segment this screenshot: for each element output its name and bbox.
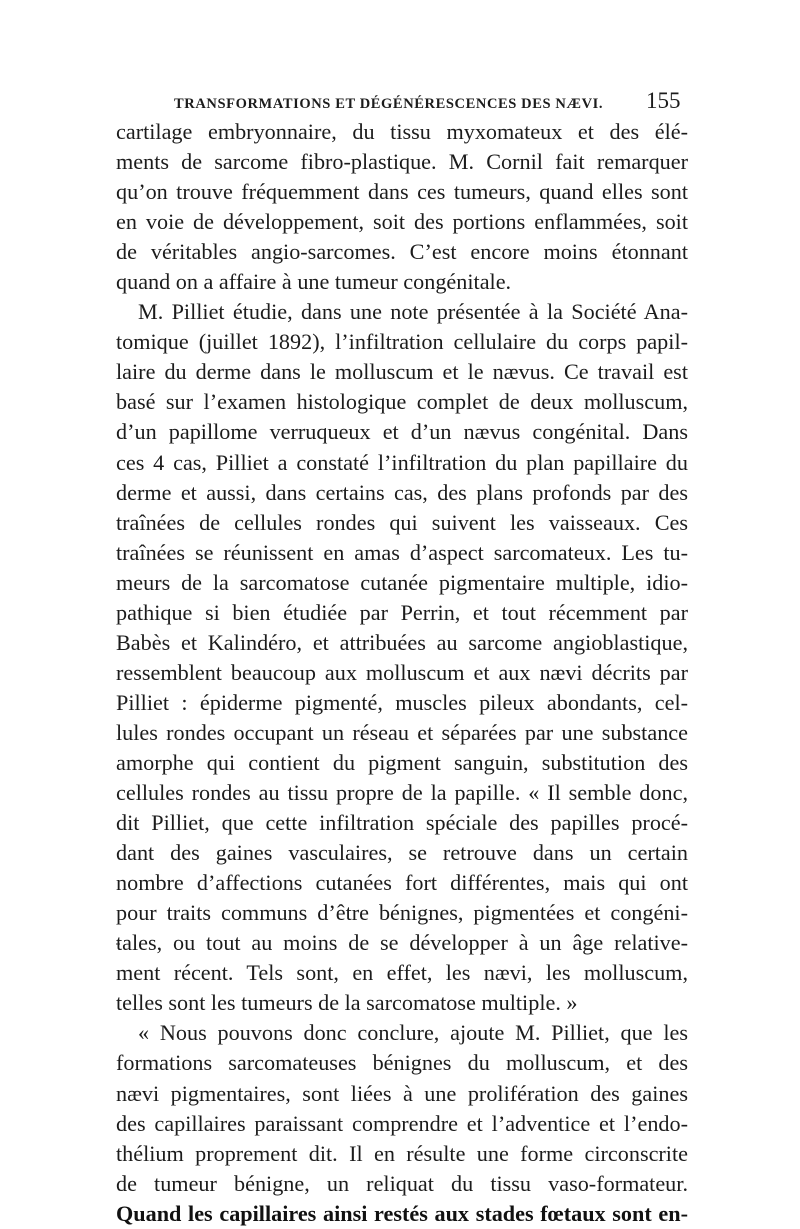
text-line: laire du derme dans le molluscum et le nævus. Ce travail est	[116, 359, 688, 385]
text-line: dit Pilliet, que cette infiltration spéciale des papilles procé-	[116, 810, 688, 836]
text-line: Babès et Kalindéro, et attribuées au sarcome angioblastique,	[116, 629, 688, 655]
text-line: ressemblent beaucoup aux molluscum et aux nævi décrits par	[116, 659, 688, 685]
paragraph-start-line: M. Pilliet étudie, dans une note présentée à la Société Ana-	[138, 299, 688, 325]
text-line: pour traits communs d’être bénignes, pigmentées et congéni-	[116, 900, 688, 926]
running-title: TRANSFORMATIONS ET DÉGÉNÉRESCENCES DES NÆVI.	[174, 96, 604, 112]
text-line: de véritables angio-sarcomes. C’est encore moins étonnant	[116, 239, 688, 265]
paragraph-start-line: « Nous pouvons donc conclure, ajoute M. Pilliet, que les	[138, 1020, 688, 1046]
text-line: derme et aussi, dans certains cas, des plans profonds par des	[116, 479, 688, 505]
text-line: nævi pigmentaires, sont liées à une prolifération des gaines	[116, 1080, 688, 1106]
text-line: thélium proprement dit. Il en résulte une forme circonscrite	[116, 1140, 688, 1166]
text-line: meurs de la sarcomatose cutanée pigmentaire multiple, idio-	[116, 569, 688, 595]
text-line: tales, ou tout au moins de se développer à un âge relative-	[116, 930, 688, 956]
text-line: des capillaires paraissant comprendre et l’adventice et l’endo-	[116, 1110, 688, 1136]
text-line: nombre d’affections cutanées fort différentes, mais qui ont	[116, 870, 688, 896]
text-line: Quand les capillaires ainsi restés aux stades fœtaux sont en-	[116, 1200, 688, 1226]
text-line: traînées se réunissent en amas d’aspect sarcomateux. Les tu-	[116, 539, 688, 565]
body-text	[116, 117, 688, 1229]
text-line: traînées de cellules rondes qui suivent les vaisseaux. Ces	[116, 509, 688, 535]
text-line: dant des gaines vasculaires, se retrouve dans un certain	[116, 840, 688, 866]
text-line: cartilage embryonnaire, du tissu myxomateux et des élé-	[116, 119, 688, 144]
text-line: lules rondes occupant un réseau et séparées par une substance	[116, 719, 688, 745]
text-line: quand on a affaire à une tumeur congénitale.	[116, 269, 512, 295]
text-line: d’un papillome verruqueux et d’un nævus congénital. Dans	[116, 419, 688, 445]
text-line: tomique (juillet 1892), l’infiltration cellulaire du corps papil-	[116, 329, 688, 355]
text-line: Pilliet : épiderme pigmenté, muscles pileux abondants, cel-	[116, 689, 688, 715]
text-line: ces 4 cas, Pilliet a constaté l’infiltration du plan papillaire du	[116, 449, 688, 475]
text-line: formations sarcomateuses bénignes du molluscum, et des	[116, 1050, 688, 1076]
text-line: cellules rondes au tissu propre de la papille. « Il semble donc,	[116, 780, 688, 806]
text-line: telles sont les tumeurs de la sarcomatose multiple. »	[116, 990, 578, 1016]
text-line: qu’on trouve fréquemment dans ces tumeurs, quand elles sont	[116, 179, 688, 205]
text-line: ments de sarcome fibro-plastique. M. Cornil fait remarquer	[116, 149, 688, 175]
text-line: basé sur l’examen histologique complet de deux molluscum,	[116, 389, 688, 415]
text-line: amorphe qui contient du pigment sanguin, substitution des	[116, 749, 688, 775]
text-line: de tumeur bénigne, un reliquat du tissu vaso-formateur.	[116, 1170, 688, 1196]
text-line: pathique si bien étudiée par Perrin, et tout récemment par	[116, 599, 688, 625]
text-line: ment récent. Tels sont, en effet, les nævi, les molluscum,	[116, 960, 688, 986]
page-number: 155	[646, 88, 681, 113]
text-line: en voie de développement, soit des portions enflammées, soit	[116, 209, 688, 235]
